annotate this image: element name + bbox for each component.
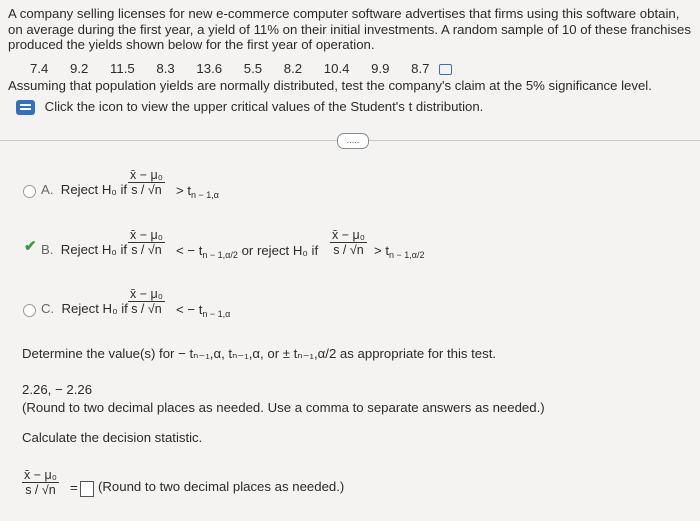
yield-value: 9.2 xyxy=(70,61,89,76)
yield-value: 5.5 xyxy=(243,61,263,76)
round-note: (Round to two decimal places as needed. Use a comma to separate answers as needed.) xyxy=(22,400,545,415)
test-statistic-fraction: $\frac{\text{x̄ − μ₀}}{s / √n}$ xyxy=(332,228,365,257)
test-statistic-fraction: $\frac{\text{x̄ − μ₀}}{s / √n}$ xyxy=(130,168,163,197)
option-a-radio[interactable] xyxy=(23,185,36,198)
equals-sign: = xyxy=(70,480,78,495)
option-b-label[interactable]: B. Reject H₀ if xyxy=(41,242,128,257)
selected-check-icon[interactable]: ✔ xyxy=(24,238,37,255)
option-c-label[interactable]: C. Reject H₀ if xyxy=(41,301,128,316)
critical-value-answer[interactable]: 2.26, − 2.26 xyxy=(22,382,93,397)
assumption-text: Assuming that population yields are normally distributed, test the company's claim at the 5% significance level. xyxy=(8,78,652,93)
problem-prompt: A company selling licenses for new e-commerce computer software advertises that firms using this software obtain, on average during the first year, a yield of 11% on their initial investments. A random sample of 10 of these franchises produced the yields shown below for the first year of operation. xyxy=(8,6,691,52)
decision-statistic-question: Calculate the decision statistic. xyxy=(22,430,203,445)
critical-value-question: Determine the value(s) for − tₙ₋₁,α, tₙ₋₁,α, or ± tₙ₋₁,α/2 as appropriate for this test. xyxy=(22,346,497,361)
option-a-label[interactable]: A. Reject H₀ if xyxy=(41,182,128,197)
yield-value: 7.4 xyxy=(30,61,49,76)
option-b-condition: < − $t_{n - 1,\alpha/2}$ or reject H₀ if xyxy=(176,243,319,260)
yield-value: 8.7 xyxy=(411,61,430,76)
yields-list xyxy=(30,61,470,76)
decision-statistic-input[interactable] xyxy=(80,481,94,497)
yield-value: 8.3 xyxy=(156,61,175,76)
copy-data-icon[interactable] xyxy=(439,64,452,75)
test-statistic-fraction: $\frac{\text{x̄ − μ₀}}{s / √n}$ xyxy=(130,228,163,257)
help-text: Click the icon to view the upper critical values of the Student's t distribution. xyxy=(44,99,484,114)
option-a-condition: > $t_{n - 1,\alpha}$ xyxy=(176,183,220,200)
yield-value: 13.6 xyxy=(196,61,223,76)
expand-button[interactable]: ..... xyxy=(337,133,369,149)
option-c-radio[interactable] xyxy=(23,304,36,317)
test-statistic-fraction: $\frac{\text{x̄ − μ₀}}{s / √n}$ xyxy=(24,468,57,497)
yield-value: 9.9 xyxy=(371,61,390,76)
table-help-icon[interactable] xyxy=(16,100,35,115)
test-statistic-fraction: $\frac{\text{x̄ − μ₀}}{s / √n}$ xyxy=(130,287,163,316)
round-note-2: (Round to two decimal places as needed.) xyxy=(98,479,345,494)
yield-value: 8.2 xyxy=(283,61,303,76)
option-b-condition-2: > $t_{n - 1,\alpha/2}$ xyxy=(374,243,425,260)
yield-value: 10.4 xyxy=(323,61,350,76)
yield-value: 11.5 xyxy=(110,61,135,76)
option-c-condition: < − $t_{n - 1,\alpha}$ xyxy=(176,302,231,319)
help-row[interactable] xyxy=(16,99,483,115)
